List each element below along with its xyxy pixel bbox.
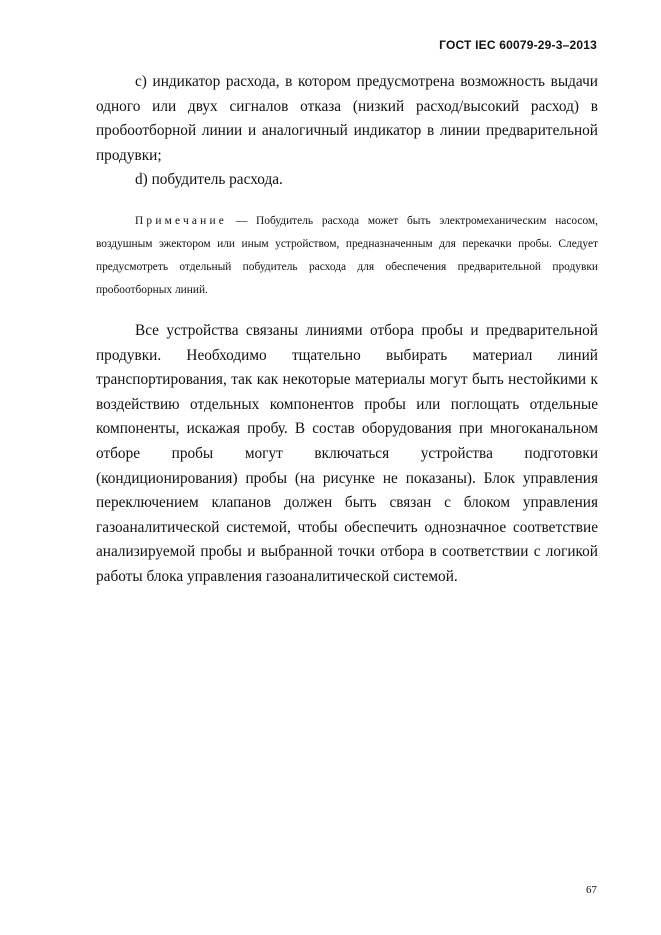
main-paragraph: Все устройства связаны линиями отбора пробы и предварительной продувки. Необходимо тщательно выбирать материал линий транспортирования, так как некоторые материалы могут быть нестойкими к воздействию отдельных компонентов пробы или поглощать отдельные компоненты, искажая пробу. В состав оборудования при многоканальном отборе пробы могут включаться устройства подготовки (кондиционирования) пробы (на рисунке не показаны). Блок управления переключением клапанов должен быть связан с блоком управления газоаналитической системой, чтобы обеспечить однозначное соответствие анализируемой пробы и выбранной точки отбора в соответствии с логикой работы блока управления газоаналитической системой. bbox=[96, 321, 598, 585]
note-heading: Примечание bbox=[135, 214, 228, 227]
page-content bbox=[96, 70, 598, 590]
document-header: ГОСТ IEC 60079-29-3–2013 bbox=[439, 38, 597, 52]
note-paragraph bbox=[96, 210, 598, 302]
note-dash: — bbox=[227, 214, 257, 227]
list-item-d: d) побудитель расхода. bbox=[135, 171, 283, 189]
list-item-c: с) индикатор расхода, в котором предусмотрена возможность выдачи одного или двух сигналов отказа (низкий расход/высокий расход) в пробоотборной линии и аналогичный индикатор в линии предварительной продувки; bbox=[96, 73, 598, 164]
page-number: 67 bbox=[586, 884, 597, 896]
note-text: Побудитель расхода может быть электромеханическим насосом, воздушным эжектором или иным устройством, предназначенным для перекачки пробы. Следует предусмотреть отдельный побудитель расхода для обеспечения предварительной продувки пробоотборных линий. bbox=[96, 214, 598, 296]
